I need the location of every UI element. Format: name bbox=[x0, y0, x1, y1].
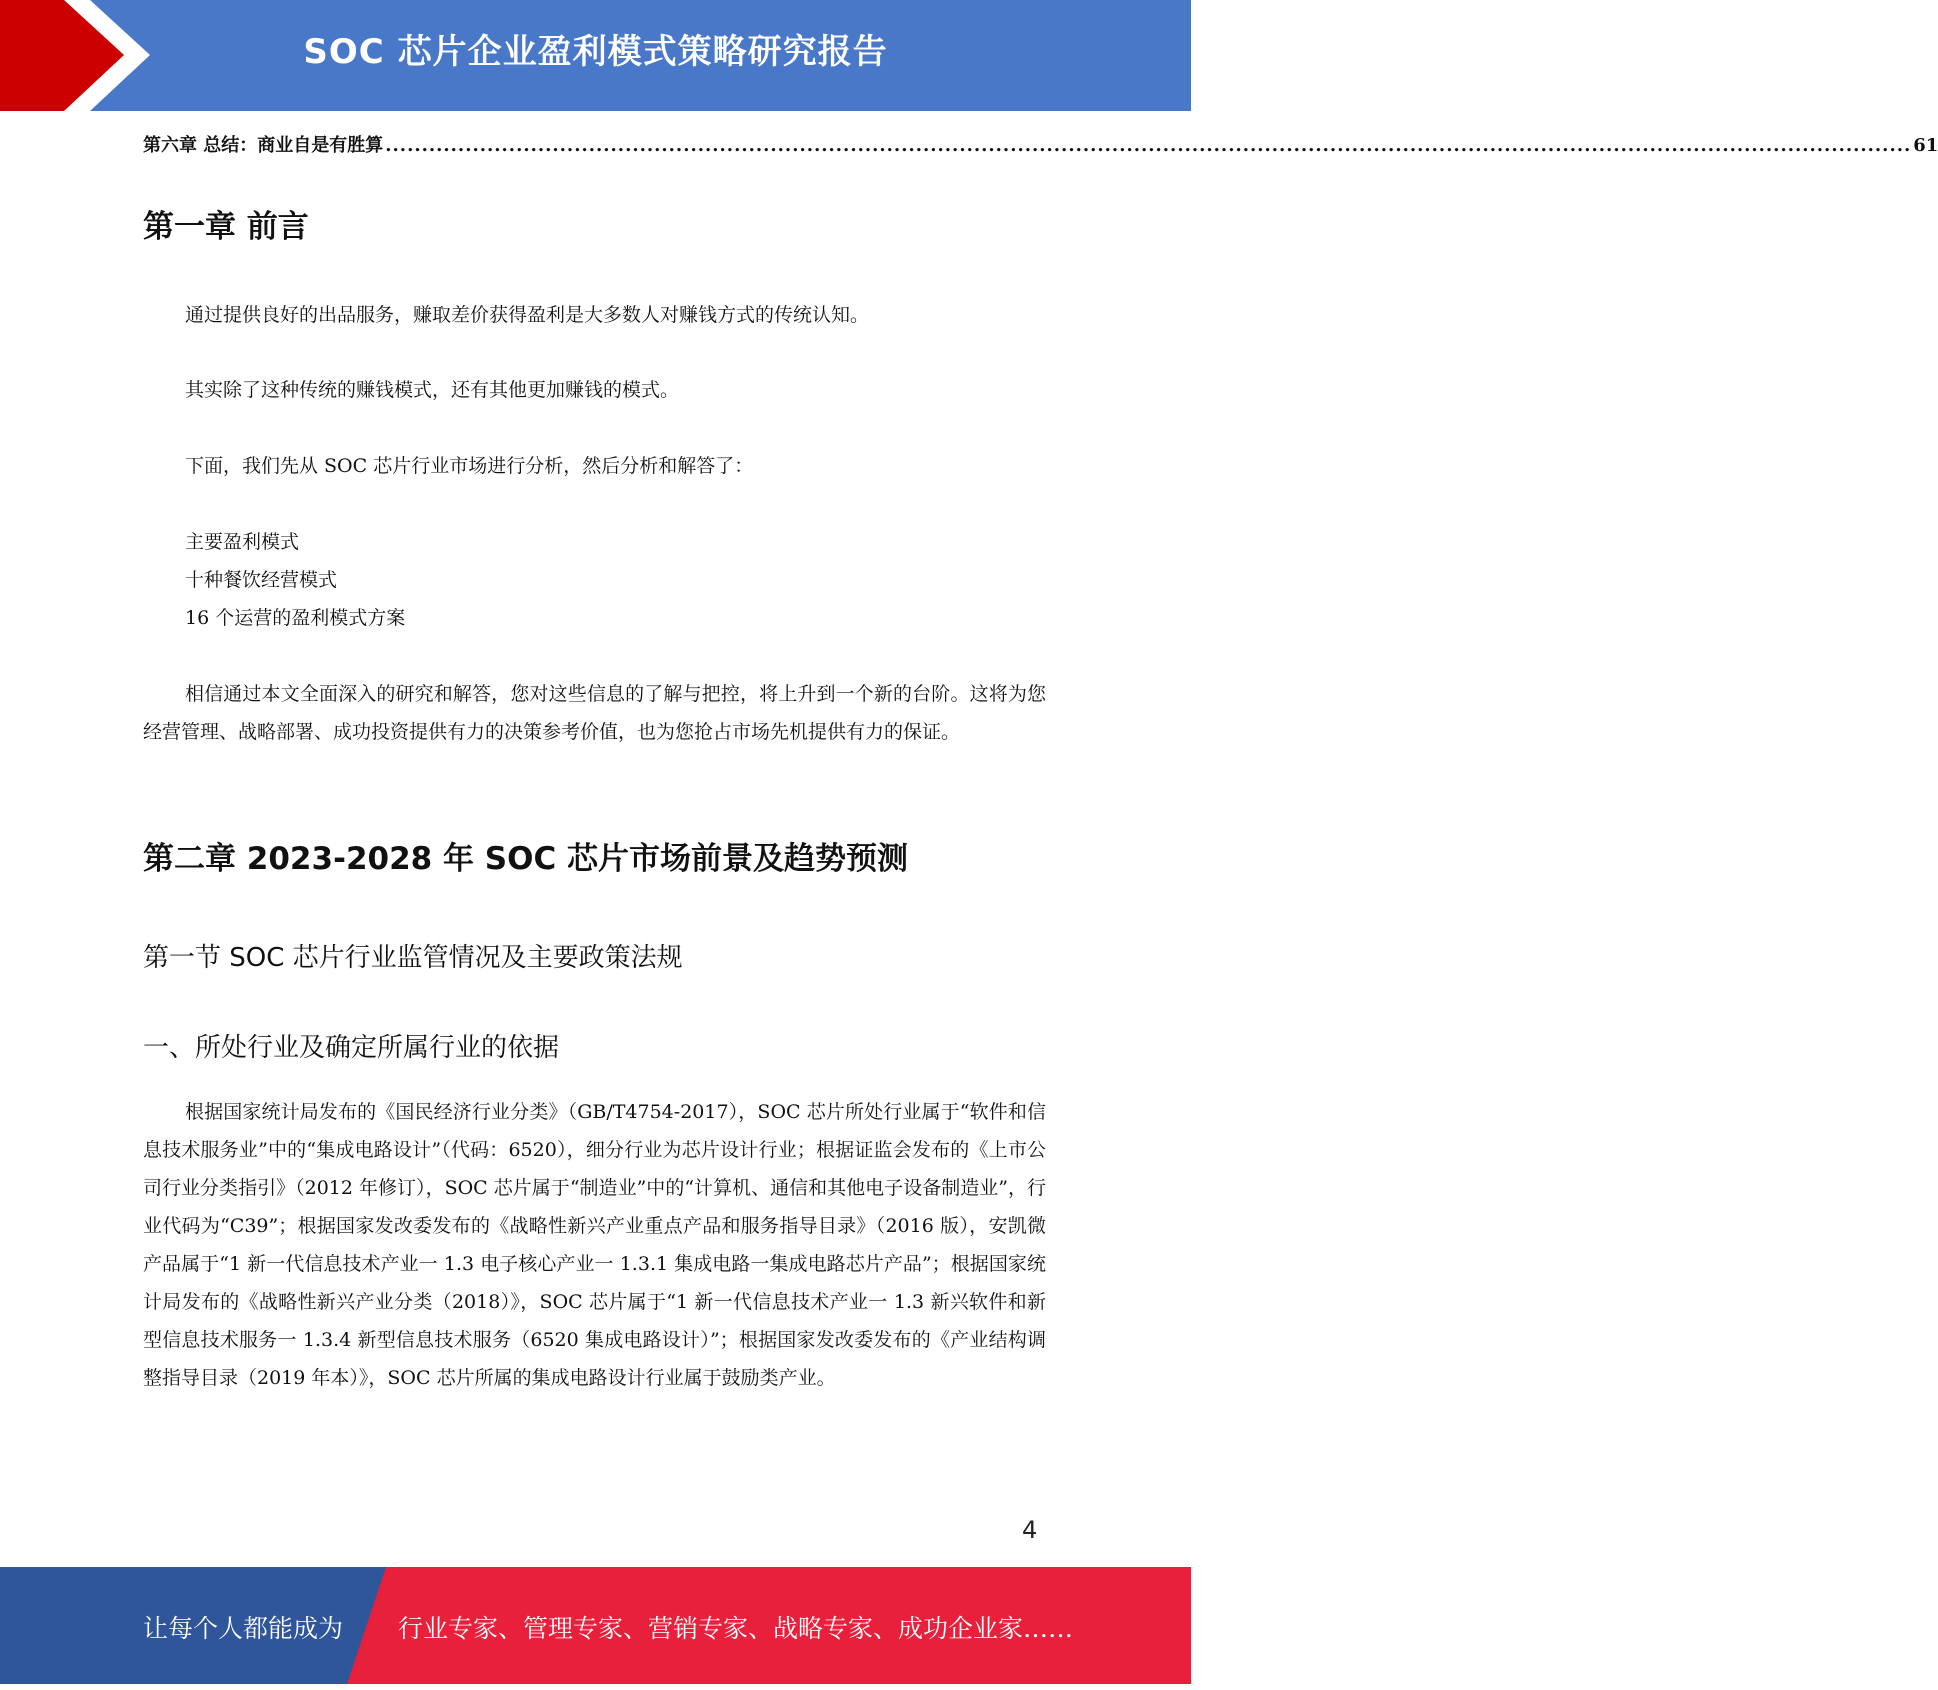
toc-entry[interactable] bbox=[143, 131, 1938, 157]
toc-entry-label: 第六章 总结：商业自是有胜算 bbox=[143, 135, 384, 156]
chapter-1-title: 第一章 前言 bbox=[143, 209, 309, 245]
footer-slogan-left: 让每个人都能成为 bbox=[143, 1614, 344, 1643]
chapter-2-title: 第二章 2023-2028 年 SOC 芯片市场前景及趋势预测 bbox=[143, 841, 909, 877]
page-header bbox=[0, 0, 1191, 111]
list-item: 十种餐饮经营模式 bbox=[185, 569, 338, 591]
page-number: 4 bbox=[1022, 1516, 1038, 1544]
subsection-title: 一、所处行业及确定所属行业的依据 bbox=[143, 1033, 560, 1063]
paragraph-2: 其实除了这种传统的赚钱模式，还有其他更加赚钱的模式。 bbox=[185, 379, 680, 401]
paragraph-1: 通过提供良好的出品服务，赚取差价获得盈利是大多数人对赚钱方式的传统认知。 bbox=[185, 304, 870, 326]
footer-slogan-right: 行业专家、管理专家、营销专家、战略专家、成功企业家…… bbox=[398, 1614, 1074, 1643]
paragraph-5: 根据国家统计局发布的《国民经济行业分类》（GB/T4754-2017），SOC 芯片所处行业属于“软件和信息技术服务业”中的“集成电路设计”（代码：6520），细分行业为芯片设计行业；根据证监会发布的《上市公司行业分类指引》（2012 年修订），SOC 芯片属于“制造业”中的“计算机、通信和其他电子设备制造业”，行业代码为“C39”；根据国家发改委发布的《战略性新兴产业重点产品和服务指导目录》（2016 版），安凯微产品属于“1 新一代信息技术产业一 1.3 电子核心产业一 1.3.1 集成电路一集成电路芯片产品”；根据国家统计局发布的《战略性新兴产业分类（2018）》，SOC 芯片属于“1 新一代信息技术产业一 1.3 新兴软件和新型信息技术服务一 1.3.4 新型信息技术服务（6520 集成电路设计）”；根据国家发改委发布的《产业结构调整指导目录（2019 年本）》，SOC 芯片所属的集成电路设计行业属于鼓励类产业。 bbox=[143, 1101, 1046, 1389]
paragraph-4: 相信通过本文全面深入的研究和解答，您对这些信息的了解与把控，将上升到一个新的台阶。这将为您经营管理、战略部署、成功投资提供有力的决策参考价值，也为您抢占市场先机提供有力的保证。 bbox=[143, 683, 1046, 743]
list-item: 16 个运营的盈利模式方案 bbox=[185, 607, 406, 629]
toc-page-number: 61 bbox=[1913, 135, 1938, 156]
page-footer bbox=[0, 1567, 1191, 1684]
report-title: SOC 芯片企业盈利模式策略研究报告 bbox=[303, 32, 888, 72]
section-title: 第一节 SOC 芯片行业监管情况及主要政策法规 bbox=[143, 943, 683, 973]
paragraph-3: 下面，我们先从 SOC 芯片行业市场进行分析，然后分析和解答了： bbox=[185, 455, 754, 477]
list-item: 主要盈利模式 bbox=[185, 531, 300, 553]
model-list bbox=[143, 523, 1046, 643]
toc-leader-dots: .................................................................................................................................................................................................................. bbox=[385, 135, 1912, 156]
